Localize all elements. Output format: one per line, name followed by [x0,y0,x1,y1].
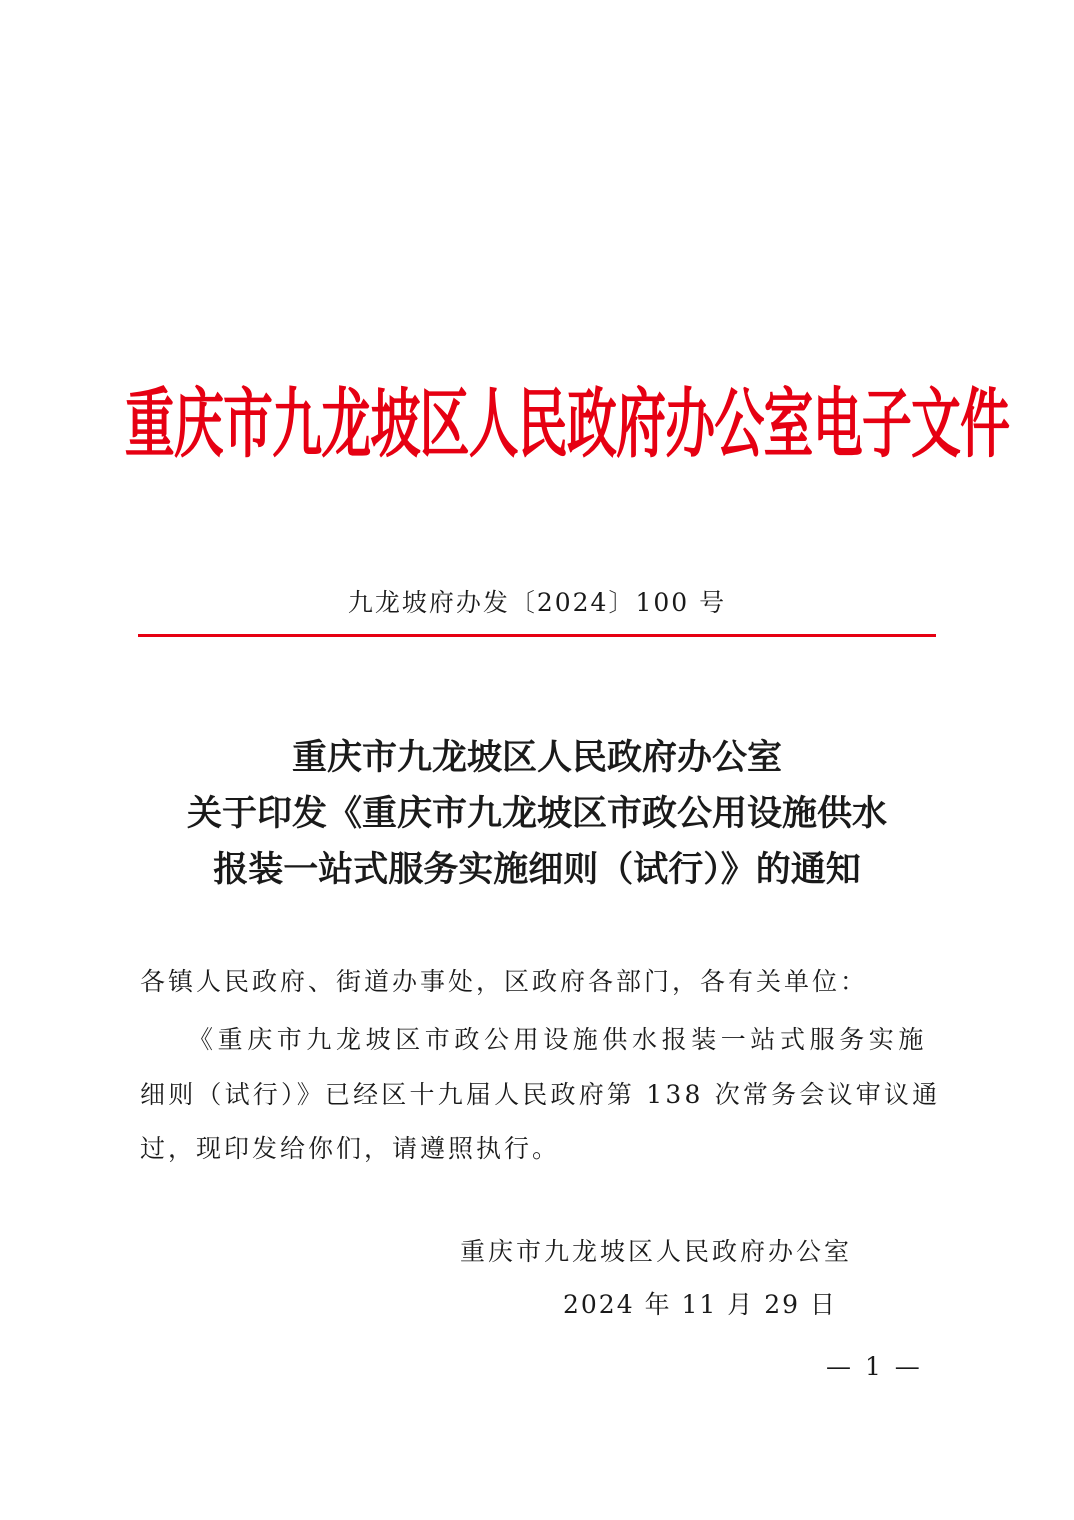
document-number: 九龙坡府办发〔2024〕100 号 [347,588,727,617]
issue-date: 2024 年 11 月 29 日 [563,1290,837,1319]
salutation: 各镇人民政府、街道办事处，区政府各部门，各有关单位： [140,967,869,996]
masthead-title [0,370,1074,480]
page-number: — 1 — [826,1352,923,1381]
masthead-text: 重庆市九龙坡区人民政府办公室电子文件 [124,381,1010,469]
notice-title [120,730,954,898]
title-line-2: 关于印发《重庆市九龙坡区市政公用设施供水 [186,793,887,834]
issuer-signature: 重庆市九龙坡区人民政府办公室 [460,1237,853,1266]
body-line-1: 《重庆市九龙坡区市政公用设施供水报装一站式服务实施 [188,1025,929,1054]
red-divider-line [138,634,936,637]
body-line-3: 过，现印发给你们，请遵照执行。 [140,1134,561,1163]
title-line-1: 重庆市九龙坡区人民政府办公室 [291,737,782,778]
body-line-2: 细则（试行）》已经区十九届人民政府第 138 次常务会议审议通 [140,1080,941,1109]
title-line-3: 报装一站式服务实施细则（试行）》的通知 [213,849,861,890]
